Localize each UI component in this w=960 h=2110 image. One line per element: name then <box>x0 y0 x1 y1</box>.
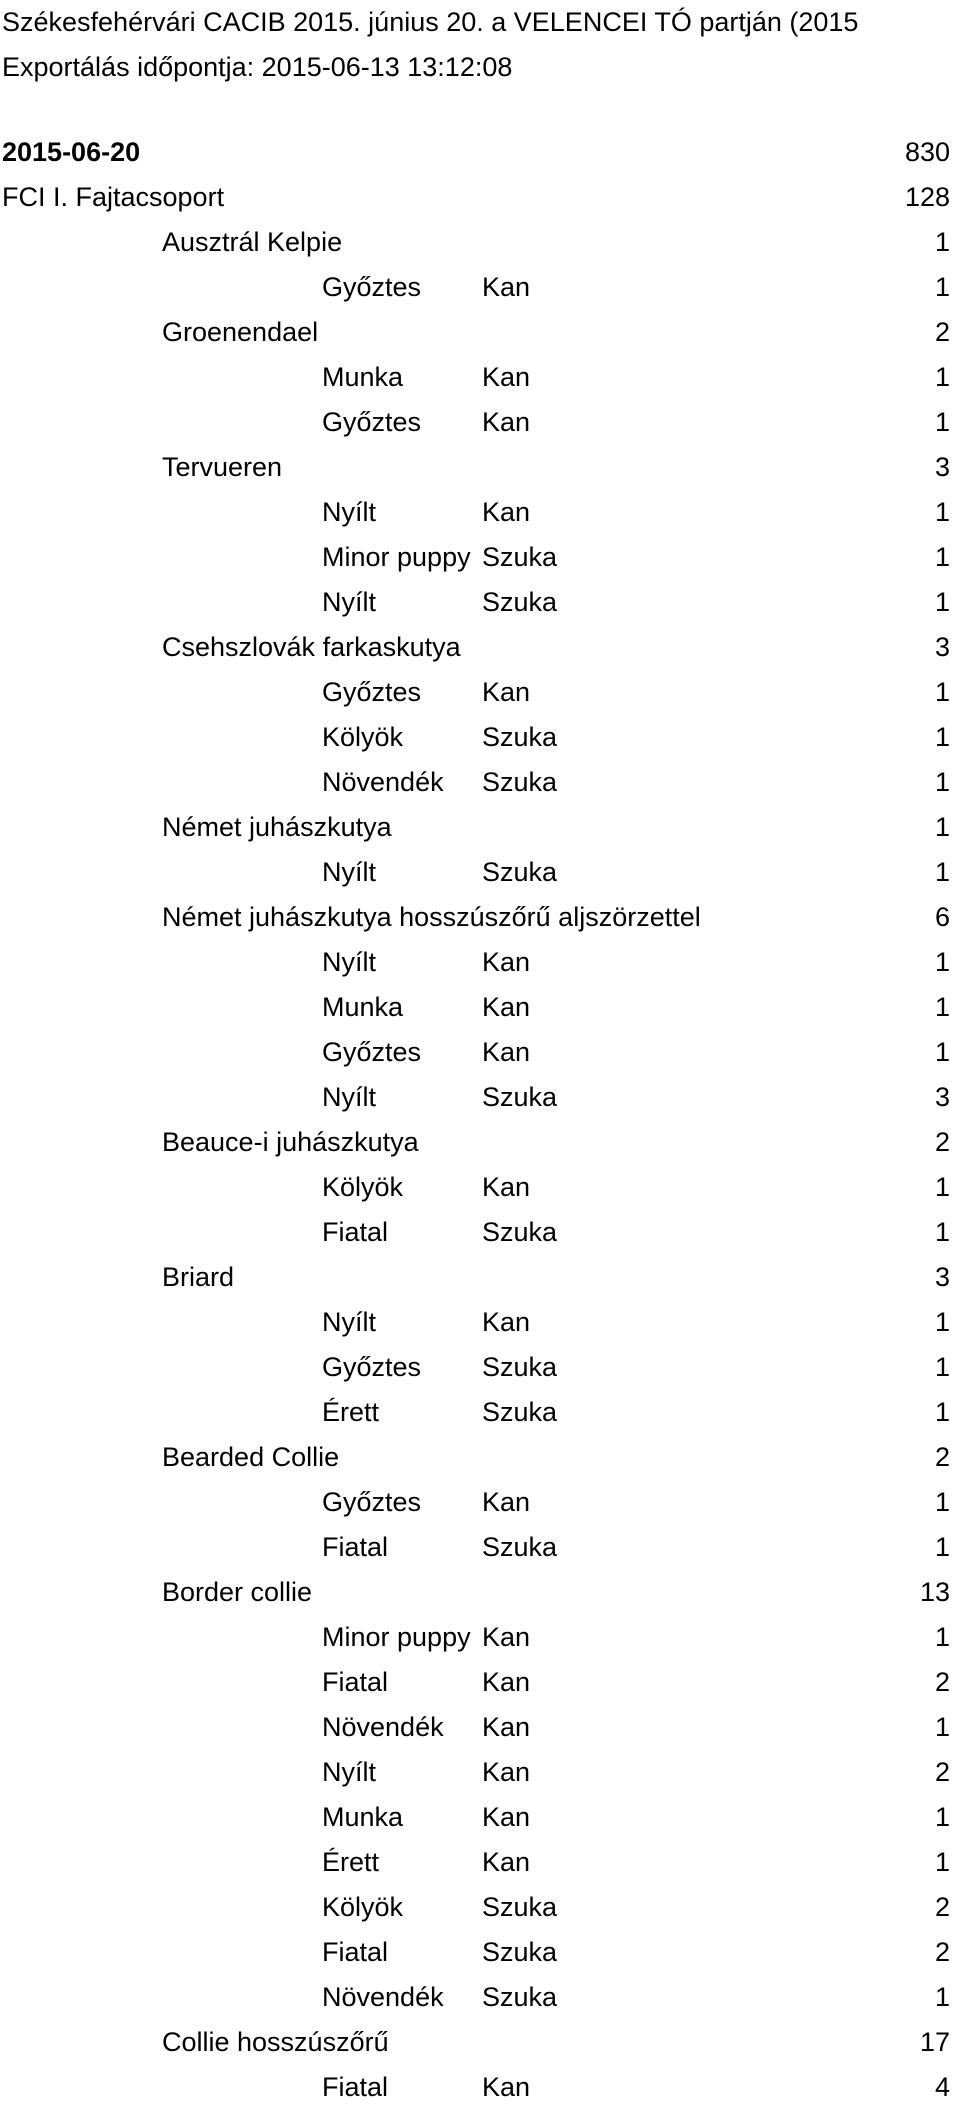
breed-row <box>0 625 960 670</box>
entry-class: Növendék <box>322 1712 444 1742</box>
group-name: FCI I. Fajtacsoport <box>2 182 225 212</box>
breed-count: 2 <box>934 1442 950 1472</box>
breed-name: Bearded Collie <box>162 1442 340 1472</box>
entry-class: Győztes <box>322 272 422 302</box>
entry-sex: Kan <box>482 1622 531 1652</box>
breed-count: 1 <box>934 812 950 842</box>
breed-count: 1 <box>934 227 950 257</box>
entry-row <box>0 265 960 310</box>
entry-count: 2 <box>934 1892 950 1922</box>
entry-count: 1 <box>934 587 950 617</box>
entry-sex: Szuka <box>482 857 558 887</box>
entry-report <box>0 130 960 2110</box>
group-row <box>0 175 960 220</box>
entry-row <box>0 985 960 1030</box>
entry-row <box>0 1030 960 1075</box>
entry-sex: Szuka <box>482 1397 558 1427</box>
entry-class: Munka <box>322 1802 404 1832</box>
breed-list <box>0 220 960 2110</box>
entry-sex: Szuka <box>482 767 558 797</box>
entry-class: Győztes <box>322 1037 422 1067</box>
entry-count: 1 <box>934 1037 950 1067</box>
date-row <box>0 130 960 175</box>
entry-count: 1 <box>934 407 950 437</box>
breed-row <box>0 1255 960 1300</box>
entry-row <box>0 715 960 760</box>
entry-sex: Szuka <box>482 587 558 617</box>
entry-count: 1 <box>934 1712 950 1742</box>
breed-name: Beauce-i juhászkutya <box>162 1127 419 1157</box>
breed-name: Border collie <box>162 1577 313 1607</box>
entry-count: 1 <box>934 947 950 977</box>
entry-row <box>0 1210 960 1255</box>
entry-row <box>0 1660 960 1705</box>
entry-count: 1 <box>934 1982 950 2012</box>
entry-row <box>0 400 960 445</box>
breed-row <box>0 310 960 355</box>
entry-row <box>0 1300 960 1345</box>
entry-sex: Kan <box>482 1802 531 1832</box>
entry-count: 3 <box>934 1082 950 1112</box>
entry-sex: Kan <box>482 1712 531 1742</box>
breed-name: Német juhászkutya hosszúszőrű aljszörzettel <box>162 902 701 932</box>
entry-sex: Szuka <box>482 542 558 572</box>
entry-sex: Kan <box>482 677 531 707</box>
entry-class: Győztes <box>322 1487 422 1517</box>
entry-class: Fiatal <box>322 1217 389 1247</box>
entry-sex: Szuka <box>482 1217 558 1247</box>
group-total: 128 <box>904 182 950 212</box>
entry-class: Fiatal <box>322 1667 389 1697</box>
entry-sex: Kan <box>482 1667 531 1697</box>
entry-sex: Kan <box>482 272 531 302</box>
entry-count: 1 <box>934 677 950 707</box>
entry-row <box>0 1840 960 1885</box>
entry-class: Munka <box>322 992 404 1022</box>
entry-class: Minor puppy <box>322 1622 471 1652</box>
entry-class: Győztes <box>322 1352 422 1382</box>
entry-row <box>0 1705 960 1750</box>
entry-count: 1 <box>934 272 950 302</box>
entry-sex: Kan <box>482 1037 531 1067</box>
entry-count: 1 <box>934 722 950 752</box>
breed-count: 6 <box>934 902 950 932</box>
entry-sex: Kan <box>482 407 531 437</box>
entry-sex: Kan <box>482 1487 531 1517</box>
entry-count: 2 <box>934 1667 950 1697</box>
entry-count: 4 <box>934 2072 950 2102</box>
entry-row <box>0 760 960 805</box>
entry-row <box>0 1390 960 1435</box>
entry-count: 1 <box>934 1532 950 1562</box>
breed-row <box>0 895 960 940</box>
entry-row <box>0 355 960 400</box>
breed-row <box>0 220 960 265</box>
entry-class: Növendék <box>322 767 444 797</box>
entry-row <box>0 1345 960 1390</box>
report-title: Székesfehérvári CACIB 2015. június 20. a VELENCEI TÓ partján (2015 <box>2 7 859 37</box>
entry-sex: Kan <box>482 947 531 977</box>
entry-row <box>0 2065 960 2110</box>
entry-row <box>0 1525 960 1570</box>
entry-count: 2 <box>934 1757 950 1787</box>
entry-sex: Kan <box>482 1307 531 1337</box>
entry-class: Nyílt <box>322 1307 376 1337</box>
breed-name: Ausztrál Kelpie <box>162 227 343 257</box>
entry-sex: Kan <box>482 1847 531 1877</box>
entry-class: Győztes <box>322 677 422 707</box>
entry-sex: Szuka <box>482 1082 558 1112</box>
entry-class: Fiatal <box>322 2072 389 2102</box>
entry-row <box>0 580 960 625</box>
entry-class: Növendék <box>322 1982 444 2012</box>
entry-count: 1 <box>934 1487 950 1517</box>
entry-class: Nyílt <box>322 587 376 617</box>
entry-sex: Kan <box>482 992 531 1022</box>
entry-row <box>0 1750 960 1795</box>
entry-sex: Kan <box>482 497 531 527</box>
breed-count: 2 <box>934 317 950 347</box>
entry-row <box>0 1165 960 1210</box>
entry-sex: Kan <box>482 2072 531 2102</box>
breed-count: 2 <box>934 1127 950 1157</box>
entry-count: 1 <box>934 1802 950 1832</box>
entry-row <box>0 1885 960 1930</box>
entry-class: Nyílt <box>322 1082 376 1112</box>
entry-class: Kölyök <box>322 722 404 752</box>
entry-row <box>0 850 960 895</box>
entry-sex: Szuka <box>482 1352 558 1382</box>
entry-row <box>0 1480 960 1525</box>
breed-count: 3 <box>934 632 950 662</box>
entry-count: 1 <box>934 857 950 887</box>
breed-name: Collie hosszúszőrű <box>162 2027 389 2057</box>
entry-sex: Szuka <box>482 722 558 752</box>
entry-class: Érett <box>322 1397 380 1427</box>
breed-row <box>0 445 960 490</box>
entry-sex: Kan <box>482 1172 531 1202</box>
entry-count: 1 <box>934 497 950 527</box>
date-total: 830 <box>904 137 950 167</box>
entry-class: Munka <box>322 362 404 392</box>
breed-count: 3 <box>934 1262 950 1292</box>
breed-count: 13 <box>919 1577 950 1607</box>
entry-count: 1 <box>934 992 950 1022</box>
entry-row <box>0 490 960 535</box>
entry-class: Győztes <box>322 407 422 437</box>
breed-name: Tervueren <box>162 452 283 482</box>
entry-count: 1 <box>934 1397 950 1427</box>
entry-row <box>0 1795 960 1840</box>
entry-count: 1 <box>934 767 950 797</box>
entry-count: 1 <box>934 1622 950 1652</box>
entry-row <box>0 940 960 985</box>
breed-row <box>0 1570 960 1615</box>
entry-row <box>0 670 960 715</box>
entry-sex: Kan <box>482 1757 531 1787</box>
entry-count: 1 <box>934 1172 950 1202</box>
export-timestamp: Exportálás időpontja: 2015-06-13 13:12:08 <box>2 52 513 82</box>
entry-row <box>0 1975 960 2020</box>
breed-name: Groenendael <box>162 317 319 347</box>
breed-count: 3 <box>934 452 950 482</box>
entry-class: Nyílt <box>322 857 376 887</box>
entry-count: 1 <box>934 362 950 392</box>
entry-count: 1 <box>934 1847 950 1877</box>
entry-class: Nyílt <box>322 1757 376 1787</box>
entry-sex: Szuka <box>482 1532 558 1562</box>
entry-class: Fiatal <box>322 1937 389 1967</box>
breed-name: Német juhászkutya <box>162 812 392 842</box>
breed-row <box>0 1120 960 1165</box>
entry-sex: Kan <box>482 362 531 392</box>
entry-class: Nyílt <box>322 497 376 527</box>
entry-class: Kölyök <box>322 1172 404 1202</box>
breed-row <box>0 805 960 850</box>
entry-sex: Szuka <box>482 1937 558 1967</box>
entry-sex: Szuka <box>482 1982 558 2012</box>
entry-class: Minor puppy <box>322 542 471 572</box>
entry-count: 1 <box>934 1352 950 1382</box>
breed-count: 17 <box>919 2027 950 2057</box>
entry-class: Érett <box>322 1847 380 1877</box>
entry-class: Fiatal <box>322 1532 389 1562</box>
entry-class: Kölyök <box>322 1892 404 1922</box>
show-date: 2015-06-20 <box>2 137 141 167</box>
entry-class: Nyílt <box>322 947 376 977</box>
breed-row <box>0 2020 960 2065</box>
entry-row <box>0 1075 960 1120</box>
entry-row <box>0 535 960 580</box>
entry-sex: Szuka <box>482 1892 558 1922</box>
entry-count: 1 <box>934 542 950 572</box>
breed-name: Csehszlovák farkaskutya <box>162 632 461 662</box>
breed-row <box>0 1435 960 1480</box>
entry-count: 1 <box>934 1217 950 1247</box>
entry-count: 2 <box>934 1937 950 1967</box>
breed-name: Briard <box>162 1262 235 1292</box>
entry-row <box>0 1615 960 1660</box>
entry-row <box>0 1930 960 1975</box>
entry-count: 1 <box>934 1307 950 1337</box>
